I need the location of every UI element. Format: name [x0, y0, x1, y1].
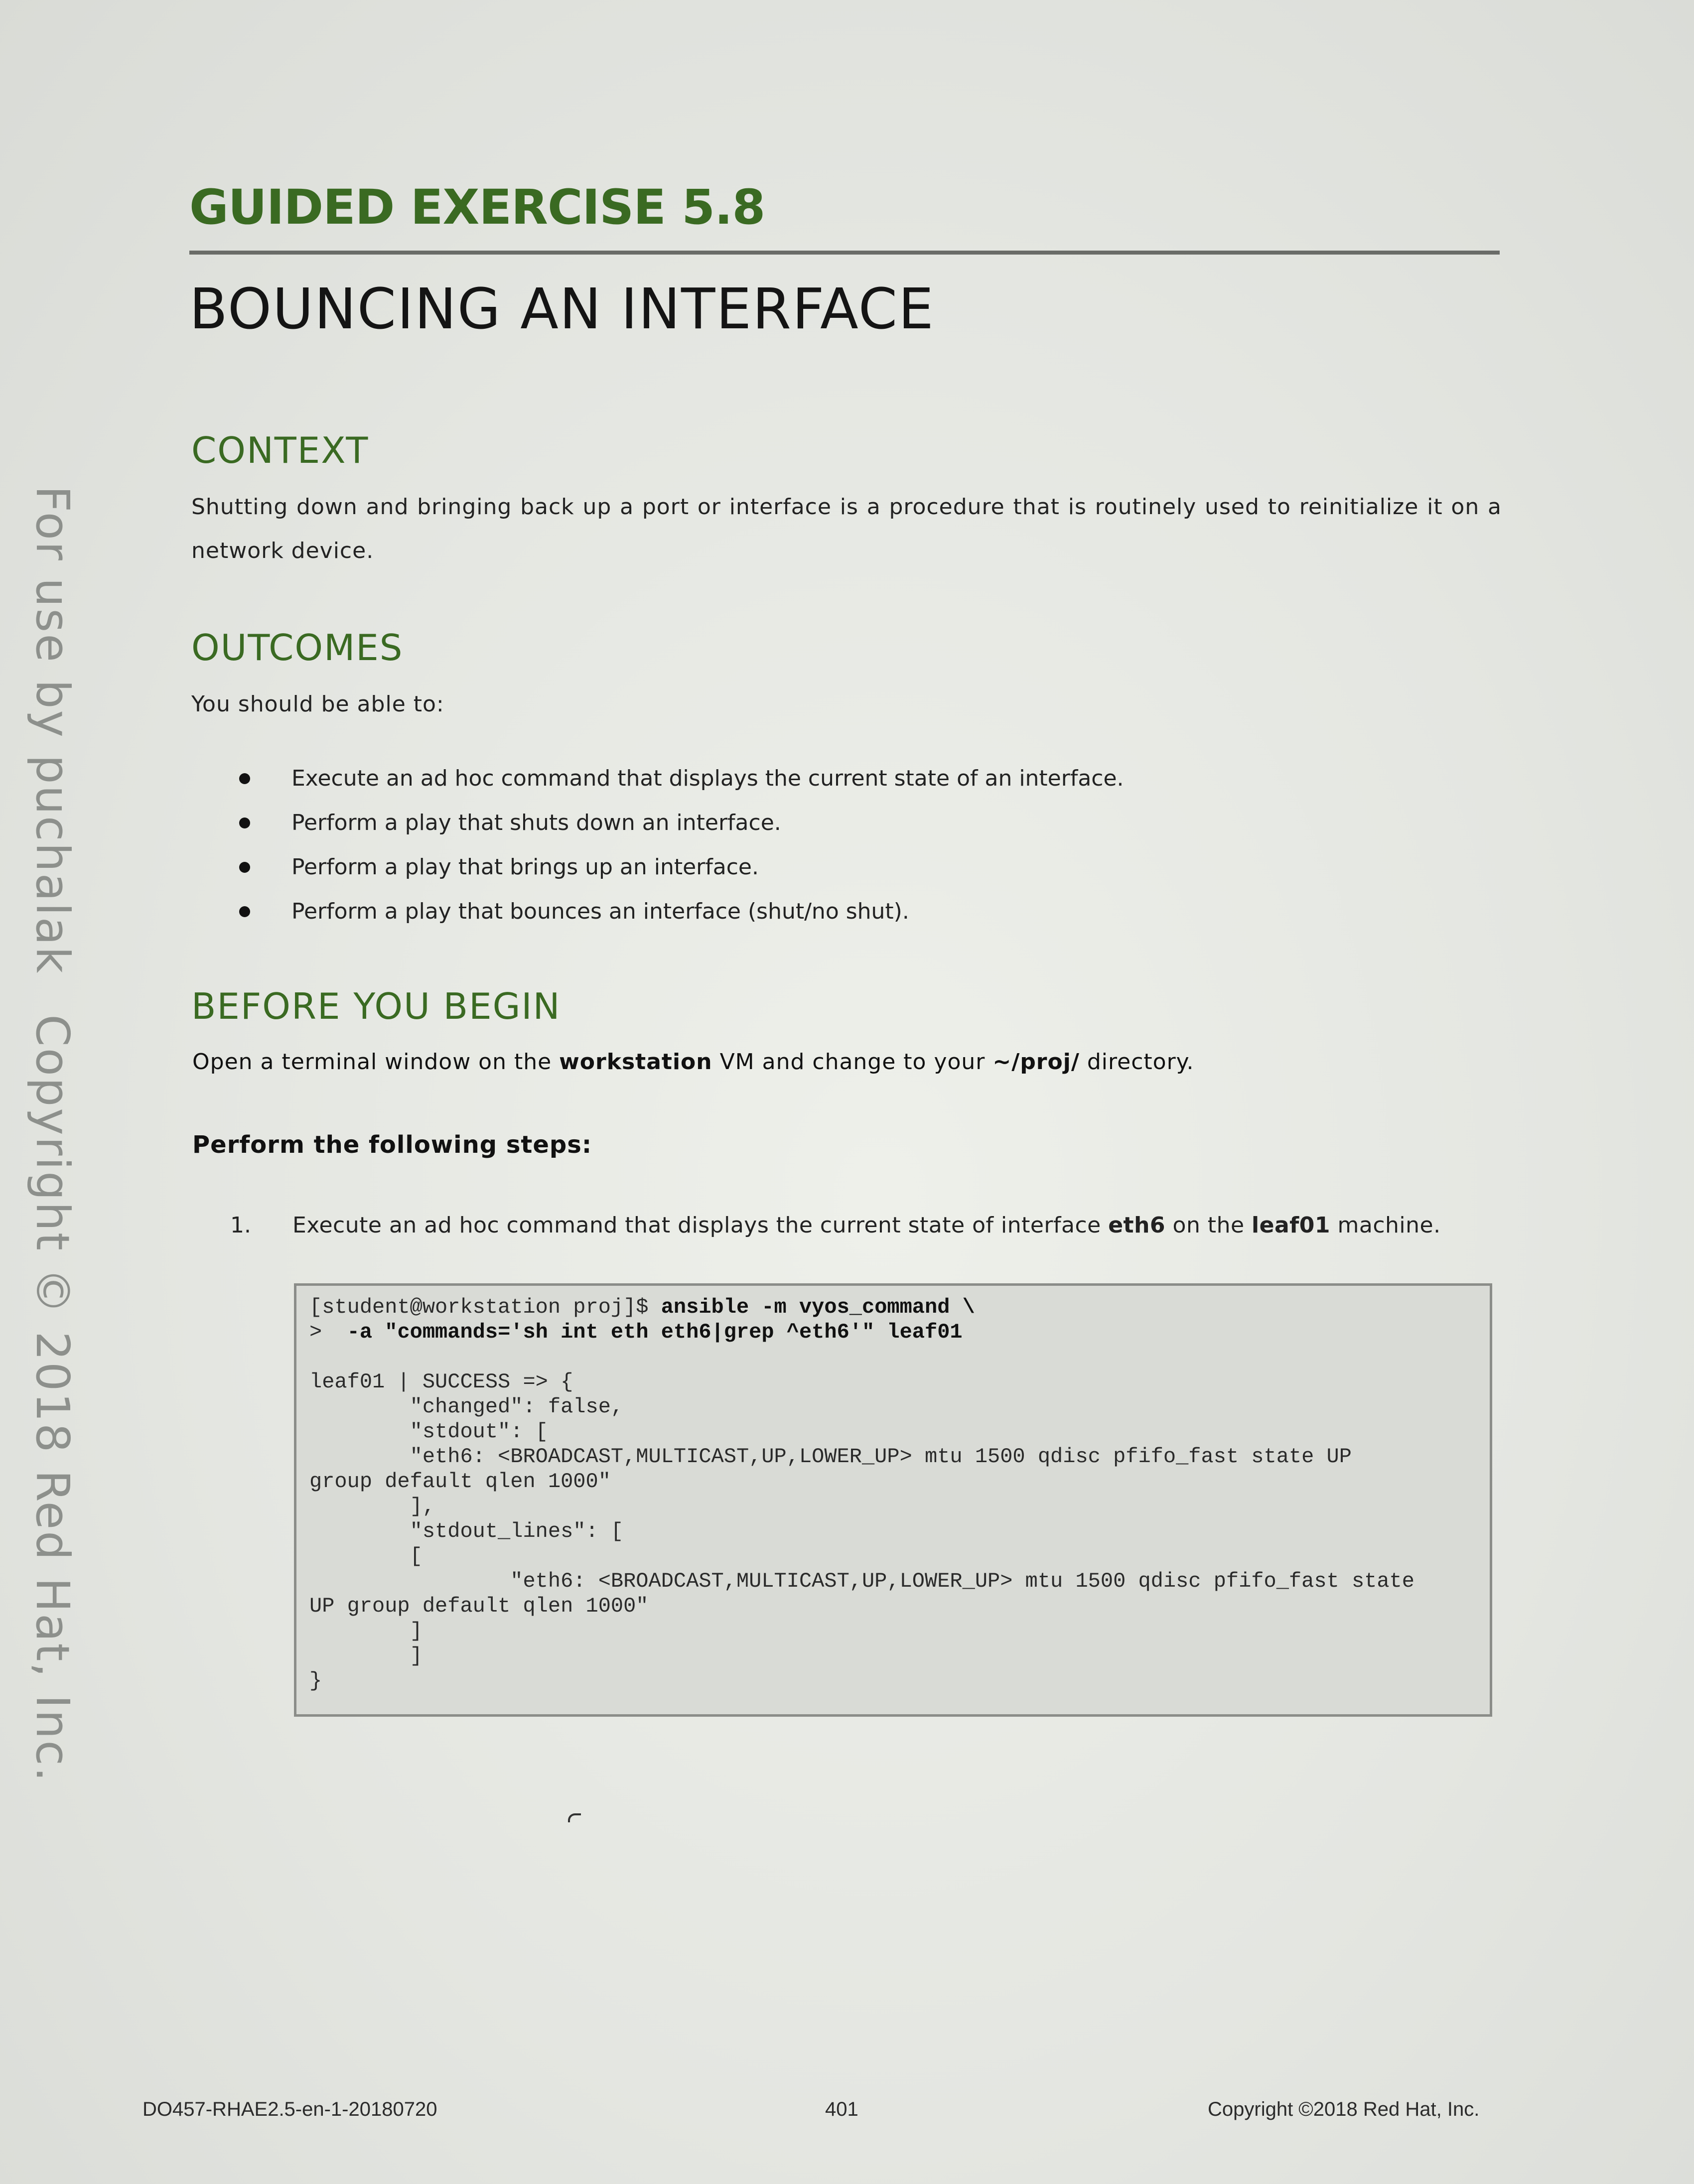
before-text-2: VM and change to your	[712, 1049, 993, 1075]
watermark-copyright: Copyright © 2018 Red Hat, Inc.	[26, 1014, 79, 1783]
bullet-icon	[239, 818, 250, 828]
list-item-text: Execute an ad hoc command that displays the current state of an interface.	[291, 766, 1124, 791]
before-heading: BEFORE YOU BEGIN	[191, 985, 561, 1027]
step-text	[292, 1213, 1441, 1238]
watermark-owner: For use by puchalak	[26, 486, 79, 975]
steps-intro: Perform the following steps:	[192, 1131, 592, 1159]
list-item-text: Perform a play that shuts down an interface.	[291, 810, 781, 835]
bullet-icon	[239, 862, 250, 873]
exercise-label: GUIDED EXERCISE 5.8	[189, 179, 765, 235]
step-number: 1.	[230, 1213, 251, 1238]
watermark	[26, 486, 79, 1783]
command-output: leaf01 | SUCCESS => { "changed": false, "stdout": [ "eth6: <BROADCAST,MULTICAST,UP,LOWER_UP> mtu 1500 qdisc pfifo_fast state UP group default qlen 1000" ], "stdout_lines": [ [ "eth6: <BROADCAST,MULTICAST,UP,LOWER_UP> mtu 1500 qdisc pfifo_fast state UP group default qlen 1000" ] ] }	[309, 1370, 1414, 1693]
code-block	[294, 1283, 1492, 1717]
directory-path: ~/proj/	[992, 1049, 1080, 1075]
footer-copyright: Copyright ©2018 Red Hat, Inc.	[1208, 2098, 1480, 2120]
title-rule	[189, 251, 1500, 255]
list-item-text: Perform a play that brings up an interface.	[291, 854, 759, 880]
before-text-3: directory.	[1079, 1049, 1194, 1075]
list-item	[239, 845, 1124, 889]
outcomes-intro: You should be able to:	[191, 691, 444, 717]
bullet-icon	[239, 773, 250, 784]
list-item-text: Perform a play that bounces an interface (shut/no shut).	[291, 899, 909, 924]
footer-page-number: 401	[825, 2098, 858, 2120]
host-name: leaf01	[1252, 1213, 1331, 1238]
step-text-3: machine.	[1330, 1213, 1441, 1238]
before-text-1: Open a terminal window on the	[192, 1049, 560, 1075]
command-line-1: ansible -m vyos_command \	[661, 1295, 975, 1319]
outcomes-heading: OUTCOMES	[191, 627, 404, 669]
bullet-icon	[239, 906, 250, 917]
outcomes-list	[239, 756, 1124, 934]
step-text-2: on the	[1165, 1213, 1252, 1238]
vm-name: workstation	[559, 1049, 712, 1075]
list-item	[239, 756, 1124, 801]
code-content	[309, 1295, 1414, 1693]
command-line-2: -a "commands='sh int eth eth6|grep ^eth6'" leaf01	[347, 1320, 963, 1344]
context-text: Shutting down and bringing back up a port or interface is a procedure that is routinely used to reinitialize it on a network device.	[191, 494, 1502, 563]
footer-doc-id: DO457-RHAE2.5-en-1-20180720	[142, 2098, 437, 2120]
continuation-prompt: >	[309, 1320, 347, 1344]
before-text	[192, 1049, 1194, 1075]
list-item	[239, 889, 1124, 934]
shell-prompt: [student@workstation proj]$	[309, 1295, 661, 1319]
stray-mark	[568, 1813, 581, 1822]
context-heading: CONTEXT	[191, 429, 369, 471]
exercise-title: BOUNCING AN INTERFACE	[189, 277, 935, 342]
interface-name: eth6	[1108, 1213, 1166, 1238]
list-item	[239, 801, 1124, 845]
step-text-1: Execute an ad hoc command that displays the current state of interface	[292, 1213, 1109, 1238]
